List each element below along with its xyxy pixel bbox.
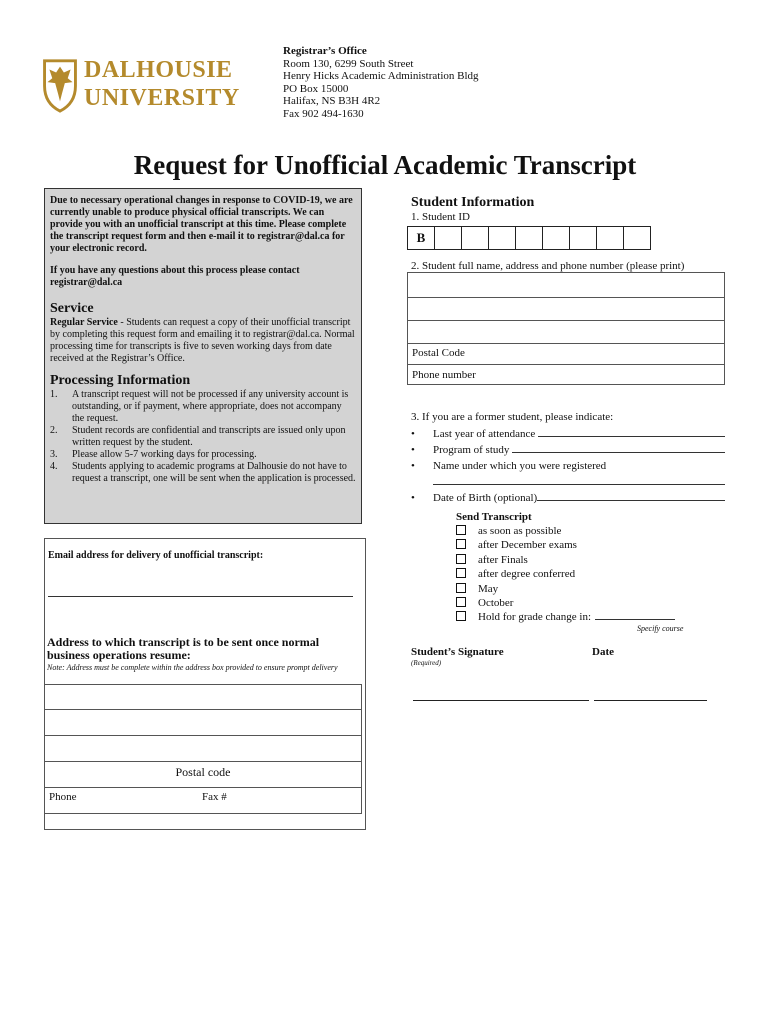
registrar-line: Halifax, NS B3H 4R2 — [283, 95, 381, 107]
student-id-digit[interactable] — [596, 226, 624, 250]
student-phone-label: Phone number — [412, 369, 476, 381]
student-id-digit[interactable] — [515, 226, 543, 250]
send-transcript-heading: Send Transcript — [456, 511, 532, 523]
processing-list — [50, 389, 356, 485]
info-panel — [44, 188, 362, 524]
student-id-digit[interactable] — [488, 226, 516, 250]
option-item[interactable]: Hold for grade change in: — [456, 610, 675, 624]
postal-code-label: Postal code — [175, 765, 231, 779]
student-info-heading: Student Information — [411, 195, 535, 210]
phone-label: Phone — [49, 791, 77, 803]
student-id-digit[interactable] — [623, 226, 651, 250]
checkbox[interactable] — [456, 583, 466, 593]
address-line — [45, 709, 361, 710]
address-line — [45, 761, 361, 762]
dalhousie-crest-icon — [40, 57, 80, 113]
signature-label: Student’s Signature — [411, 646, 504, 658]
address-line — [45, 735, 361, 736]
option-item[interactable]: after December exams — [456, 538, 675, 552]
email-input-line[interactable] — [48, 596, 353, 597]
service-heading: Service — [50, 301, 94, 316]
wordmark-line2: UNIVERSITY — [84, 85, 240, 111]
list-item — [411, 474, 731, 488]
page-title: Request for Unofficial Academic Transcript — [133, 150, 637, 180]
former-student-label: 3. If you are a former student, please indicate: — [411, 411, 614, 423]
required-note: (Required) — [411, 659, 442, 667]
student-id-prefix: B — [407, 226, 435, 250]
name-line — [408, 364, 724, 365]
list-item: • Program of study — [411, 442, 731, 458]
list-item: 3. Please allow 5-7 working days for processing. — [50, 449, 257, 460]
date-line[interactable] — [594, 700, 707, 701]
name-line — [408, 343, 724, 344]
address-heading: Address to which transcript is to be sent once normal business operations resume: — [47, 635, 320, 662]
list-item: • Date of Birth (optional) — [411, 490, 731, 506]
fax-label: Fax # — [202, 791, 227, 803]
student-id-digit[interactable] — [434, 226, 462, 250]
processing-heading: Processing Information — [50, 373, 191, 388]
grade-change-line[interactable] — [595, 610, 675, 620]
student-id-digit[interactable] — [542, 226, 570, 250]
name-line — [408, 320, 724, 321]
fill-line[interactable] — [538, 426, 725, 437]
fill-line[interactable] — [512, 442, 725, 453]
checkbox[interactable] — [456, 539, 466, 549]
list-item: • Last year of attendance — [411, 426, 731, 442]
email-label: Email address for delivery of unofficial transcript: — [48, 550, 264, 561]
student-name-label: 2. Student full name, address and phone number (please print) — [411, 260, 685, 272]
student-id-label: 1. Student ID — [411, 211, 470, 223]
registrar-line: PO Box 15000 — [283, 82, 349, 95]
checkbox[interactable] — [456, 597, 466, 607]
university-wordmark — [84, 56, 240, 112]
service-lead: Regular Service — [50, 317, 118, 328]
student-id-field[interactable] — [408, 226, 651, 250]
registrar-title: Registrar’s Office — [283, 45, 367, 57]
list-item: 2. Student records are confidential and transcripts are issued only upon written request by the student. — [50, 425, 346, 448]
option-item[interactable]: October — [456, 596, 675, 610]
date-label: Date — [592, 646, 614, 658]
signature-line[interactable] — [413, 700, 589, 701]
service-text — [50, 317, 356, 365]
checkbox[interactable] — [456, 554, 466, 564]
option-item[interactable]: May — [456, 582, 675, 596]
checkbox[interactable] — [456, 568, 466, 578]
address-note: Note: Address must be complete within the address box provided to ensure prompt delivery — [47, 663, 338, 672]
student-id-digit[interactable] — [461, 226, 489, 250]
covid-notice: Due to necessary operational changes in response to COVID-19, we are currently unable to produce physical official transcripts. We can provide you with an unofficial transcript at this time. Please complete the transcript request form and then e-mail it to registrar@dal.ca for your electronic record. — [50, 195, 353, 254]
checkbox[interactable] — [456, 611, 466, 621]
send-transcript-options — [456, 524, 675, 625]
questions-notice: If you have any questions about this process please contact registrar@dal.ca — [50, 265, 300, 288]
registrar-line: Henry Hicks Academic Administration Bldg — [283, 70, 479, 82]
option-item[interactable]: after degree conferred — [456, 567, 675, 581]
name-line — [408, 297, 724, 298]
registrar-line: Fax 902 494-1630 — [283, 107, 364, 120]
option-item[interactable]: after Finals — [456, 553, 675, 567]
fill-line[interactable] — [433, 474, 725, 485]
specify-course-hint: Specify course — [637, 624, 684, 633]
service-body: - Students can request a copy of their unofficial transcript by completing this request form and emailing it to registrar@dal.ca. Normal processing time for transcripts is five to seven working days from date received at the Registrar’s Office. — [50, 317, 355, 364]
registrar-address — [283, 45, 479, 120]
former-student-list — [411, 426, 731, 506]
checkbox[interactable] — [456, 525, 466, 535]
list-item: 4. Students applying to academic programs at Dalhousie do not have to request a transcript, one will be sent when the application is processed. — [50, 461, 356, 484]
list-item: • Name under which you were registered — [411, 460, 607, 472]
student-id-digit[interactable] — [569, 226, 597, 250]
address-line — [45, 787, 361, 788]
registrar-line: Room 130, 6299 South Street — [283, 57, 414, 70]
list-item: 1. A transcript request will not be processed if any university account is outstanding, or if payment, where appropriate, does not accompany the request. — [50, 389, 349, 424]
student-postal-code-label: Postal Code — [412, 347, 465, 359]
fill-line[interactable] — [537, 490, 725, 501]
wordmark-line1: DALHOUSIE — [84, 57, 233, 83]
option-item[interactable]: as soon as possible — [456, 524, 675, 538]
